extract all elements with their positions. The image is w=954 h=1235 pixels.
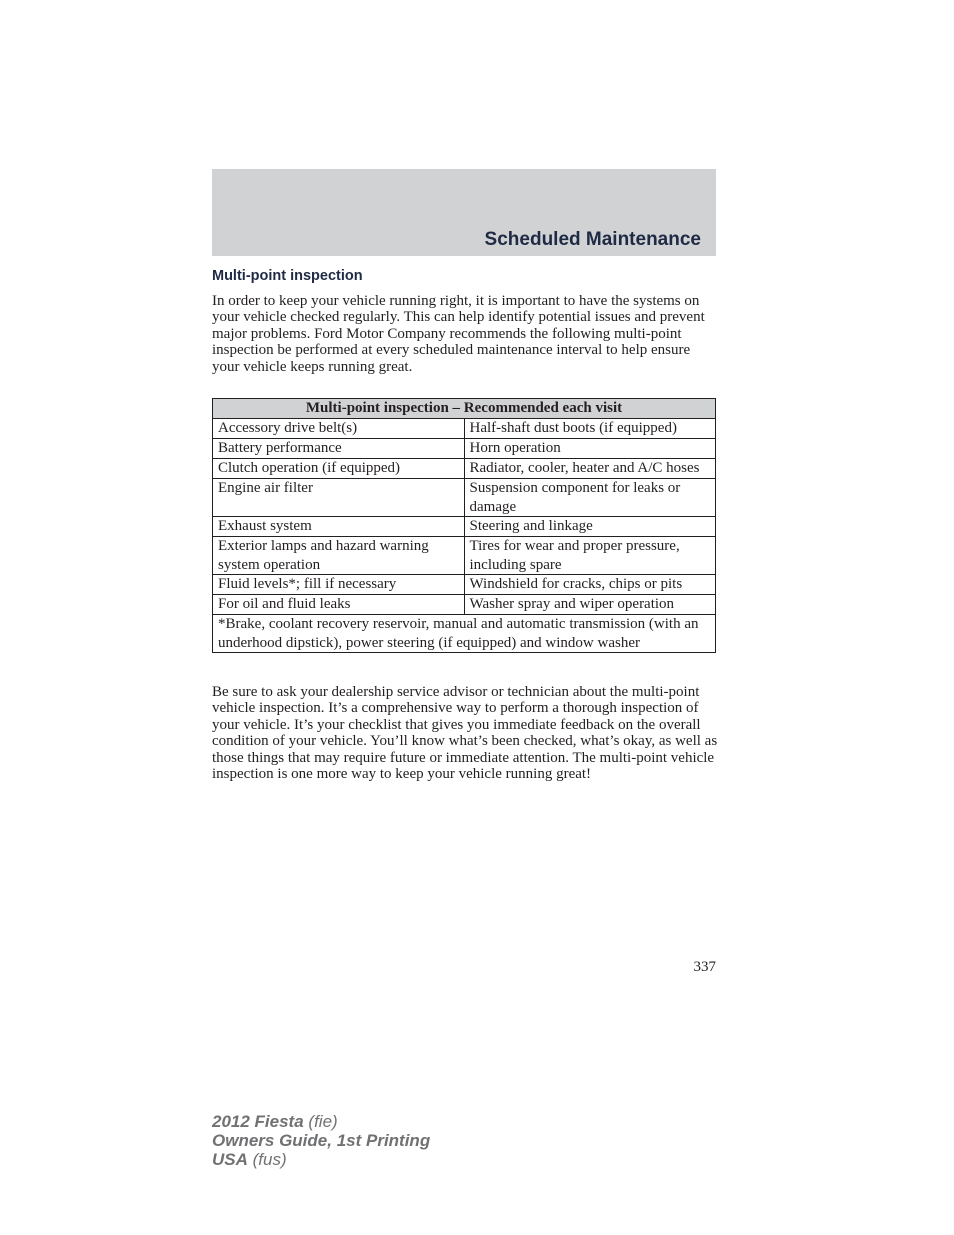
footer-market-code: (fus) [252,1150,287,1169]
table-cell: Fluid levels*; fill if necessary [213,575,465,595]
outro-paragraph: Be sure to ask your dealership service advisor or technician about the multi-point vehicle inspection. It’s a comprehensive way to perform a thorough inspection of your vehicle. It’s your checklist that gives you immediate feedback on the overall condition of your vehicle. You’ll know what’s been checked, what’s okay, as well as those things that may require future or immediate attention. The multi-point vehicle inspection is one more way to keep your vehicle running great! [212,684,718,783]
table-row [213,537,716,575]
page-section-title: Scheduled Maintenance [484,229,701,250]
table-row [213,439,716,459]
footer-model: 2012 Fiesta [212,1112,304,1131]
table-cell: Suspension component for leaks or damage [464,479,716,517]
table-cell: Washer spray and wiper operation [464,595,716,615]
table-row [213,575,716,595]
footer-guide: Owners Guide, 1st Printing [212,1131,431,1150]
footer-line-model [212,1112,430,1131]
section-header-band [212,169,716,256]
table-row [213,595,716,615]
table-cell: Exhaust system [213,517,465,537]
section-heading: Multi-point inspection [212,268,363,284]
inspection-table [212,398,716,653]
table-cell: Horn operation [464,439,716,459]
table-row [213,419,716,439]
footer-line-guide [212,1131,430,1150]
table-cell: Engine air filter [213,479,465,517]
table-cell: Tires for wear and proper pressure, including spare [464,537,716,575]
table-cell: Battery performance [213,439,465,459]
table-row [213,459,716,479]
table-cell: Half-shaft dust boots (if equipped) [464,419,716,439]
footer-market: USA [212,1150,248,1169]
table-footnote-row [213,615,716,653]
intro-paragraph: In order to keep your vehicle running right, it is important to have the systems on your vehicle checked regularly. This can help identify potential issues and prevent major problems. Ford Motor Company recommends the following multi-point inspection be performed at every scheduled maintenance interval to help ensure your vehicle keeps running great. [212,293,705,375]
document-footer [212,1112,430,1169]
table-row [213,517,716,537]
table-cell: Windshield for cracks, chips or pits [464,575,716,595]
table-cell: Steering and linkage [464,517,716,537]
table-row [213,479,716,517]
table-cell: Radiator, cooler, heater and A/C hoses [464,459,716,479]
table-cell: Clutch operation (if equipped) [213,459,465,479]
footer-line-market [212,1150,430,1169]
footer-model-code: (fie) [308,1112,338,1131]
page-number: 337 [693,959,716,975]
inspection-table-header: Multi-point inspection – Recommended each visit [213,399,716,419]
table-cell: Accessory drive belt(s) [213,419,465,439]
table-footnote: *Brake, coolant recovery reservoir, manual and automatic transmission (with an underhood dipstick), power steering (if equipped) and window washer [213,615,716,653]
table-cell: Exterior lamps and hazard warning system operation [213,537,465,575]
table-cell: For oil and fluid leaks [213,595,465,615]
